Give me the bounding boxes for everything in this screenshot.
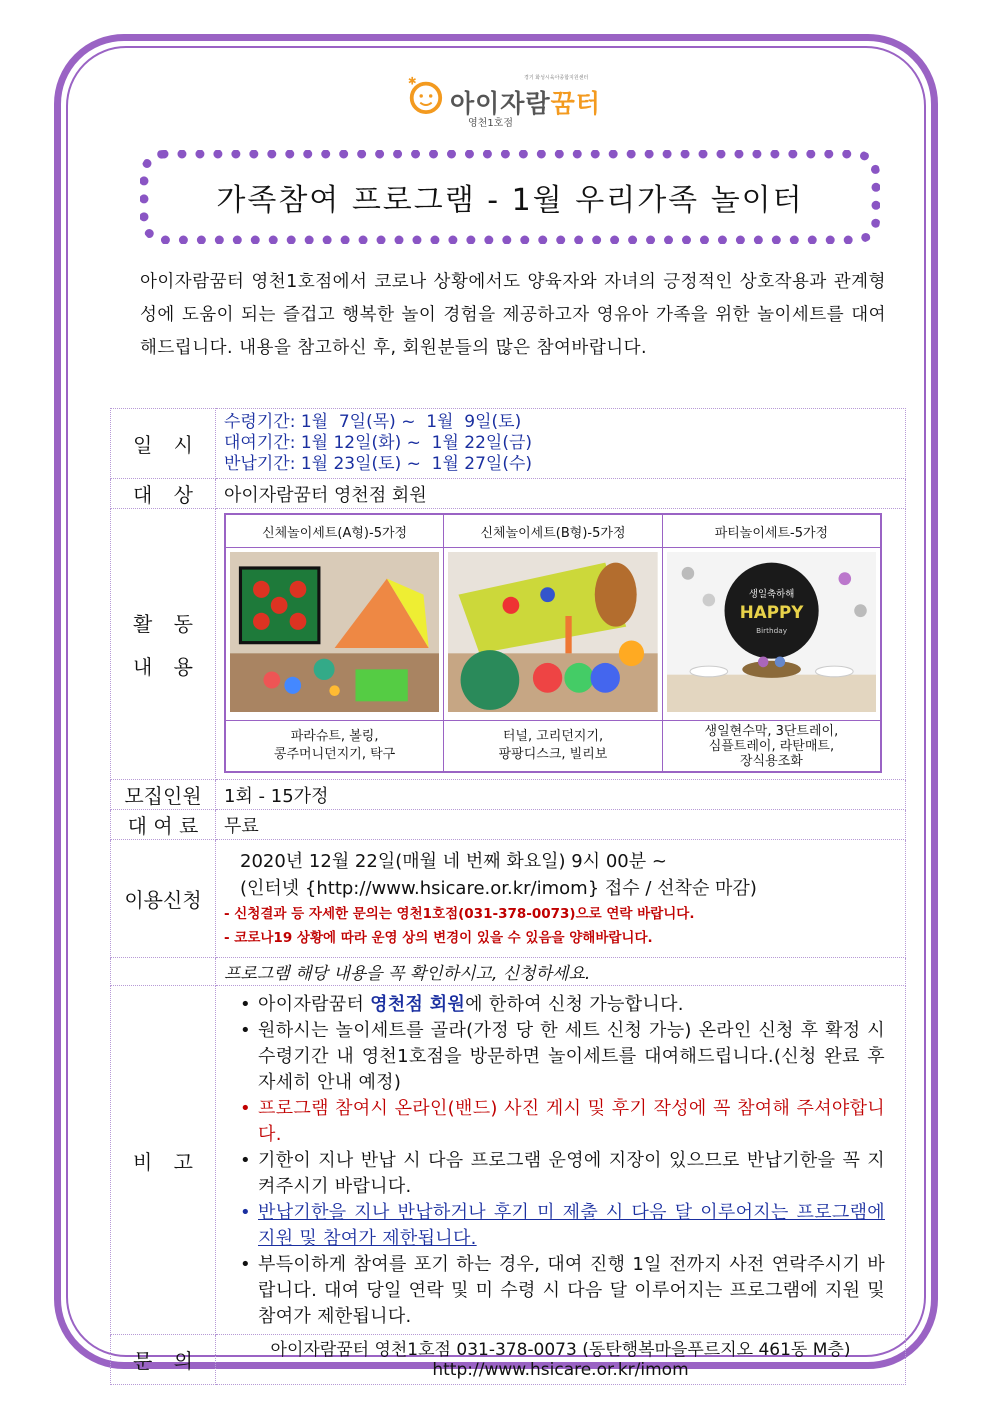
label-remarks: 비 고 xyxy=(111,986,216,1335)
remark-item: • 프로그램 참여시 온라인(밴드) 사진 게시 및 후기 작성에 꼭 참여해 주셔야합니다. xyxy=(238,1096,885,1148)
contact-url[interactable]: http://www.hsicare.or.kr/imom xyxy=(432,1359,689,1380)
remarks-list xyxy=(216,986,885,1334)
schedule-dates: 수령기간: 1월 7일(목) ~ 1월 9일(토) 대여기간: 1월 12일(화) ~ 1월 22일(금) 반납기간: 1월 23일(토) ~ 1월 27일(수) xyxy=(216,409,906,479)
set-party-photo xyxy=(662,548,881,721)
label-target: 대 상 xyxy=(111,479,216,509)
apply-line2: (인터넷 {http://www.hsicare.or.kr/imom} 접수 / 선착순 마감) xyxy=(240,877,757,899)
remark-item: • 아이자람꿈터 영천점 회원에 한하여 신청 가능합니다. xyxy=(238,992,885,1018)
row-remarks xyxy=(111,986,906,1335)
child-face-icon xyxy=(406,76,444,114)
apply-line1: 2020년 12월 22일(매월 네 번째 화요일) 9시 00분 ~ xyxy=(240,850,667,872)
set-party-name: 파티놀이세트-5가정 xyxy=(662,514,881,548)
label-contact: 문 의 xyxy=(111,1335,216,1385)
apply-note-contact: - 신청결과 등 자세한 문의는 영천1호점(031-378-0073)으로 연락 바랍니다. xyxy=(224,905,695,922)
remark-item: • 원하시는 놀이세트를 골라(가정 당 한 세트 신청 가능) 온라인 신청 후 확정 시 수령기간 내 영천1호점을 방문하면 놀이세트를 대여해드립니다.(신청 완료 후 자세히 안내 예정) xyxy=(238,1018,885,1096)
row-apply xyxy=(111,840,906,958)
play-sets-table xyxy=(224,513,882,773)
apply-note-covid: - 코로나19 상황에 따라 운영 상의 변경이 있을 수 있음을 양해바랍니다. xyxy=(224,929,653,946)
recruit-value: 1회 - 15가정 xyxy=(216,780,906,810)
row-recruit xyxy=(111,780,906,810)
banner-happy: HAPPY xyxy=(739,601,804,623)
banner-text: 생일축하해 xyxy=(748,588,795,600)
row-target xyxy=(111,479,906,509)
remark-item: • 기한이 지나 반납 시 다음 프로그램 운영에 지장이 있으므로 반납기한을 꼭 지켜주시기 바랍니다. xyxy=(238,1148,885,1200)
contact-cell xyxy=(216,1335,906,1385)
remark-item: • 반납기한을 지나 반납하거나 후기 미 제출 시 다음 달 이루어지는 프로그램에 지원 및 참여가 제한됩니다. xyxy=(238,1200,885,1252)
remark-item: • 부득이하게 참여를 포기 하는 경우, 대여 진행 1일 전까지 사전 연락주시기 바랍니다. 대여 당일 연락 및 미 수령 시 다음 달 이루어지는 프로그램에 지원 및 참여가 제한됩니다. xyxy=(238,1252,885,1330)
row-apply-notice xyxy=(111,958,906,986)
banner-birthday: Birthday xyxy=(755,625,787,636)
intro-paragraph: 아이자람꿈터 영천1호점에서 코로나 상황에서도 양육자와 자녀의 긍정적인 상호작용과 관계형성에 도움이 되는 즐겁고 행복한 놀이 경험을 제공하고자 영유아 가족을 위한 놀이세트를 대여해드립니다. 내용을 참고하신 후, 회원분들의 많은 참여바랍니다. xyxy=(140,272,886,358)
row-activities xyxy=(111,509,906,780)
set-b-name: 신체놀이세트(B형)-5가정 xyxy=(444,514,663,548)
label-activities: 활 동 내 용 xyxy=(111,509,216,780)
row-schedule xyxy=(111,409,906,479)
set-a-desc: 파라슈트, 볼링, 콩주머니던지기, 탁구 xyxy=(225,721,444,773)
brand-org: 경기 화성시육아종합지원센터 xyxy=(524,75,589,81)
label-fee: 대 여 료 xyxy=(111,810,216,840)
apply-cell xyxy=(216,840,906,958)
label-apply: 이용신청 xyxy=(111,840,216,958)
set-party-desc: 생일현수막, 3단트레이, 심플트레이, 라탄매트, 장식용조화 xyxy=(662,721,881,773)
set-a-photo xyxy=(225,548,444,721)
fee-value: 무료 xyxy=(216,810,906,840)
contact-address: 아이자람꿈터 영천1호점 031-378-0073 (동탄행복마을푸르지오 461동 M층) xyxy=(270,1339,851,1360)
set-b-photo xyxy=(444,548,663,721)
row-contact xyxy=(111,1335,906,1385)
program-table xyxy=(110,408,906,1385)
brand-name: 아이자람꿈터 xyxy=(450,89,601,118)
label-recruit: 모집인원 xyxy=(111,780,216,810)
label-schedule: 일 시 xyxy=(111,409,216,479)
page-title: 가족참여 프로그램 - 1월 우리가족 놀이터 xyxy=(216,183,804,218)
set-a-name: 신체놀이세트(A형)-5가정 xyxy=(225,514,444,548)
brand-logo xyxy=(406,70,626,130)
activities-cell xyxy=(216,509,906,780)
svg-text:✱: ✱ xyxy=(407,76,417,88)
set-b-desc: 터널, 고리던지기, 팡팡디스크, 빌리보 xyxy=(444,721,663,773)
row-fee xyxy=(111,810,906,840)
apply-notice: 프로그램 해당 내용을 꼭 확인하시고, 신청하세요. xyxy=(216,958,906,986)
brand-branch: 영천1호점 xyxy=(468,118,514,129)
target-value: 아이자람꿈터 영천점 회원 xyxy=(216,479,906,509)
remarks-cell xyxy=(216,986,906,1335)
title-box xyxy=(140,150,880,244)
